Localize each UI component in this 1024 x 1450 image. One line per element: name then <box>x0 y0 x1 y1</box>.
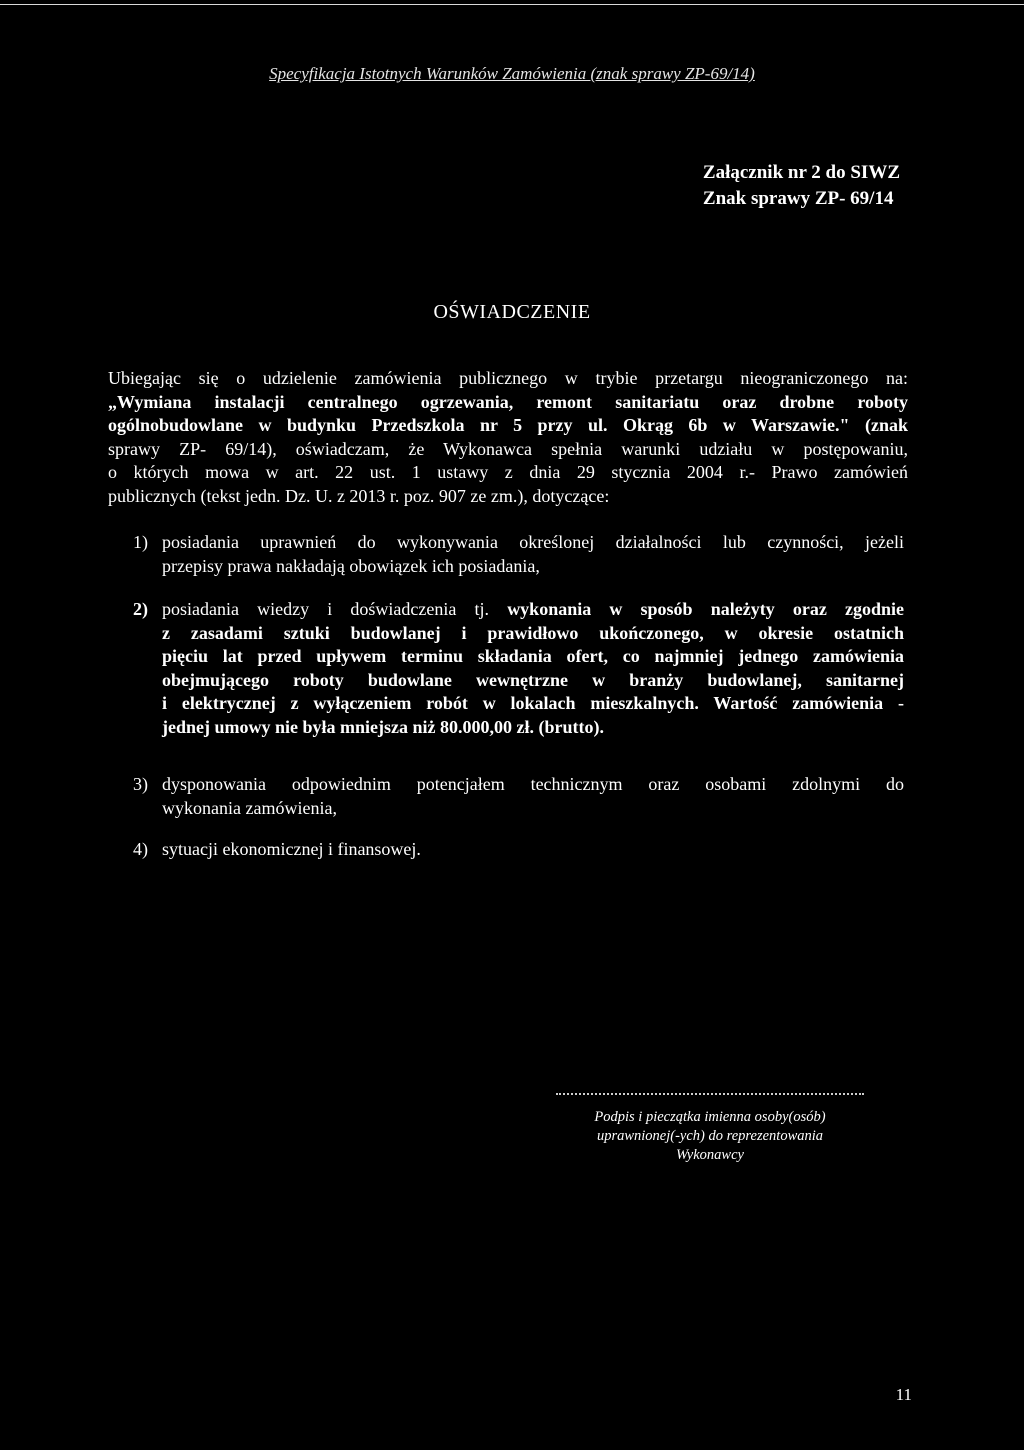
list-item-number: 4) <box>133 839 148 859</box>
running-header: Specyfikacja Istotnych Warunków Zamówienia (znak sprawy ZP-69/14) <box>269 64 755 83</box>
signature-caption-line: Podpis i pieczątka imienna osoby(osób) <box>594 1109 826 1125</box>
list-item-text <box>162 598 904 739</box>
annex-number: Załącznik nr 2 do SIWZ <box>702 162 900 183</box>
list-item-text <box>162 531 904 578</box>
intro-paragraph <box>108 367 908 508</box>
intro-line: sprawy ZP- 69/14), oświadczam, że Wykonawca spełnia warunki udziału w postępowaniu, <box>108 438 908 459</box>
list-item-number: 3) <box>133 774 148 794</box>
intro-line: publicznych (tekst jedn. Dz. U. z 2013 r. poz. 907 ze zm.), dotyczące: <box>108 485 610 506</box>
list-item-line: dysponowania odpowiednim potencjałem technicznym oraz osobami zdolnymi do <box>162 774 904 794</box>
document-title: OŚWIADCZENIE <box>433 301 591 323</box>
list-item-line: przepisy prawa nakładają obowiązek ich posiadania, <box>162 555 540 576</box>
list-item-text <box>162 838 904 862</box>
page-number: 11 <box>895 1385 912 1404</box>
list-item-line: jednej umowy nie była mniejsza niż 80.000,00 zł. (brutto). <box>162 716 604 737</box>
list-item-line: sytuacji ekonomicznej i finansowej. <box>162 839 421 859</box>
intro-line <box>108 414 908 438</box>
intro-line-bold: ogólnobudowlane w budynku Przedszkola nr 5 przy ul. Okrąg 6b w Warszawie." (znak <box>108 415 908 435</box>
annex-block <box>703 160 900 212</box>
list-item-line <box>162 598 904 622</box>
list-item-line: i elektrycznej z wyłączeniem robót w lokalach mieszkalnych. Wartość zamówienia - <box>162 693 904 713</box>
list-item-number: 1) <box>133 532 148 552</box>
intro-line: o których mowa w art. 22 ust. 1 ustawy z dnia 29 stycznia 2004 r.- Prawo zamówień <box>108 462 908 482</box>
intro-line: Ubiegając się o udzielenie zamówienia publicznego w trybie przetargu nieograniczonego na: <box>108 368 908 388</box>
list-item-line: z zasadami sztuki budowlanej i prawidłowo ukończonego, w okresie ostatnich <box>162 622 904 643</box>
list-item-line: posiadania uprawnień do wykonywania określonej działalności lub czynności, jeżeli <box>162 532 904 552</box>
list-item-line: pięciu lat przed upływem terminu składania ofert, co najmniej jednego zamówienia <box>162 646 904 666</box>
signature-caption <box>520 1108 900 1165</box>
top-rule <box>0 4 1024 5</box>
list-item-number: 2) <box>133 599 148 619</box>
signature-line <box>556 1093 864 1095</box>
signature-caption-line: uprawnionej(-ych) do reprezentowania <box>596 1128 824 1144</box>
intro-line: „Wymiana instalacji centralnego ogrzewania, remont sanitariatu oraz drobne roboty <box>108 391 908 412</box>
signature-caption-line: Wykonawcy <box>676 1147 744 1163</box>
list-item-line-text: posiadania wiedzy i doświadczenia tj. wykonania w sposób należyty oraz zgodnie <box>162 599 904 619</box>
case-reference: Znak sprawy ZP- 69/14 <box>702 188 894 209</box>
list-item-text <box>162 773 904 820</box>
list-item-line: wykonania zamówienia, <box>162 797 337 818</box>
list-item-line: obejmującego roboty budowlane wewnętrzne w branży budowlanej, sanitarnej <box>162 669 904 690</box>
